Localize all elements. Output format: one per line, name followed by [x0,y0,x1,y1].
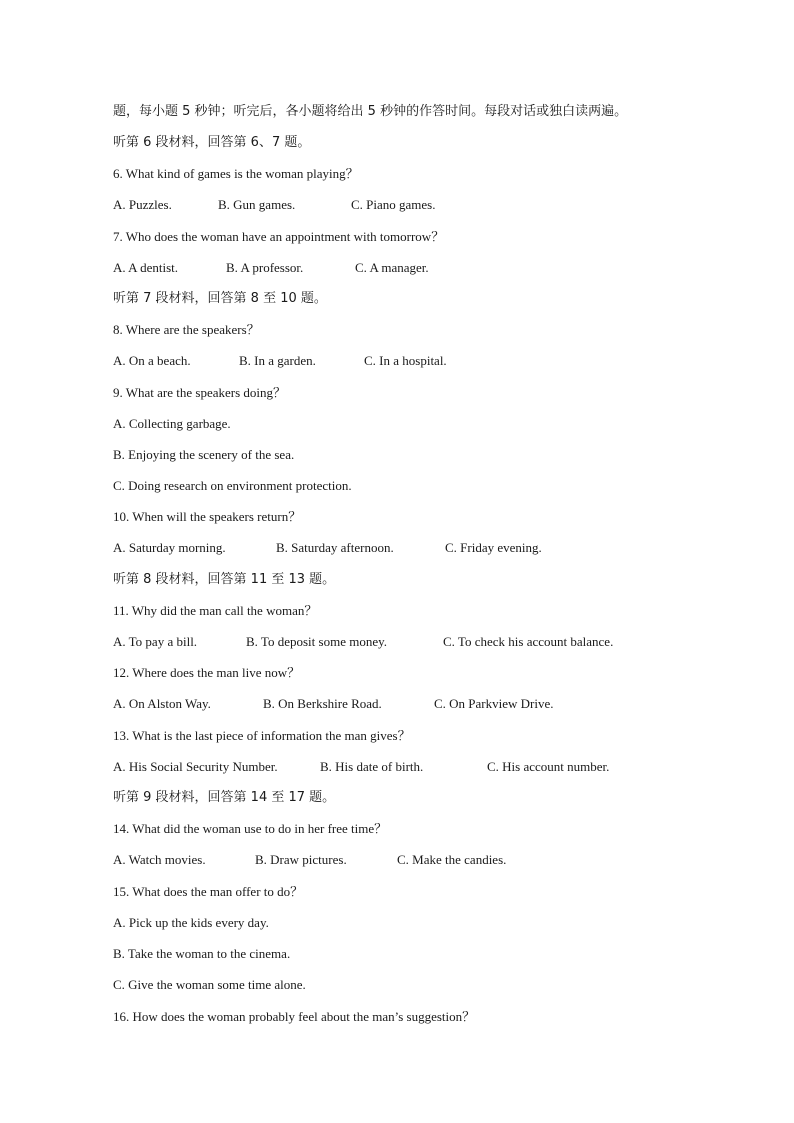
option-c: C. To check his account balance. [443,634,614,649]
section-heading: 听第 9 段材料，回答第 14 至 17 题。 [113,790,336,805]
option-a: A. His Social Security Number. [113,759,278,774]
option-a: A. To pay a bill. [113,634,198,649]
option-b: B. To deposit some money. [246,634,388,649]
option-c: C. Piano games. [351,197,436,212]
question-15-option-c: C. Give the woman some time alone. [113,977,306,992]
question-9-option-b: B. Enjoying the scenery of the sea. [113,447,295,462]
section-heading: 听第 8 段材料，回答第 11 至 13 题。 [113,572,336,587]
option-b: B. A professor. [226,260,304,275]
question-9-option-a: A. Collecting garbage. [113,416,231,431]
question-8: 8. Where are the speakers？ [113,322,260,337]
question-16: 16. How does the woman probably feel about the man’s suggestion？ [113,1009,476,1024]
question-7: 7. Who does the woman have an appointment with tomorrow？ [113,229,445,244]
option-b: B. On Berkshire Road. [263,696,382,711]
section-heading: 听第 6 段材料，回答第 6、7 题。 [113,135,311,150]
question-9-option-c: C. Doing research on environment protection. [113,478,352,493]
option-c: C. A manager. [355,260,429,275]
option-b: B. In a garden. [239,353,316,368]
option-c: C. In a hospital. [364,353,447,368]
option-a: A. A dentist. [113,260,179,275]
option-c: C. Make the candies. [397,852,507,867]
question-9: 9. What are the speakers doing？ [113,385,287,400]
section-heading: 听第 7 段材料，回答第 8 至 10 题。 [113,291,327,306]
option-a: A. On a beach. [113,353,191,368]
option-c: C. Friday evening. [445,540,542,555]
option-c: C. On Parkview Drive. [434,696,554,711]
option-a: A. Watch movies. [113,852,206,867]
question-12: 12. Where does the man live now？ [113,665,301,680]
question-13: 13. What is the last piece of information the man gives？ [113,728,411,743]
question-6: 6. What kind of games is the woman playing？ [113,166,359,181]
question-11: 11. Why did the man call the woman？ [113,603,318,618]
option-b: B. Gun games. [218,197,296,212]
option-b: B. Saturday afternoon. [276,540,394,555]
question-10: 10. When will the speakers return？ [113,509,302,524]
question-15-option-a: A. Pick up the kids every day. [113,915,269,930]
option-a: A. Puzzles. [113,197,172,212]
question-15-option-b: B. Take the woman to the cinema. [113,946,291,961]
option-c: C. His account number. [487,759,610,774]
option-b: B. His date of birth. [320,759,424,774]
option-a: A. Saturday morning. [113,540,226,555]
option-a: A. On Alston Way. [113,696,211,711]
question-14: 14. What did the woman use to do in her free time？ [113,821,388,836]
question-15: 15. What does the man offer to do？ [113,884,304,899]
option-b: B. Draw pictures. [255,852,347,867]
intro-line: 题，每小题 5 秒钟；听完后，各小题将给出 5 秒钟的作答时间。每段对话或独白读两遍。 [113,104,628,119]
